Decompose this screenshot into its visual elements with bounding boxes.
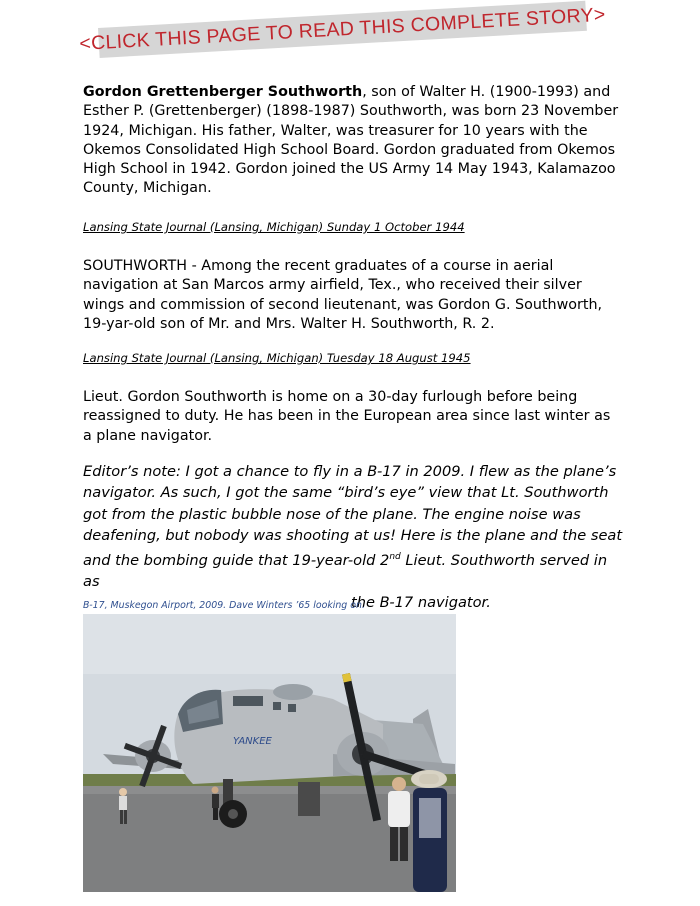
subject-name: Gordon Grettenberger Southworth [83,84,363,100]
b17-photo [83,614,456,892]
article2-text: Lieut. Gordon Southworth is home on a 30-day furlough before being reassigned to duty. He has been in the European area since last winter as a plane navigator. [83,389,611,444]
cockpit-window [233,696,263,706]
editor-note: Editor’s note: I got a chance to fly in a B-17 in 2009. I flew as the plane’s navigator. As such, I got the same “bird’s eye” view that Lt. Southworth got from the plastic bubble nose of the plane. The engine noise was deafening, but nobody was shooting at us! Here is the plane and the seat and the bombing guide that 19-year-old 2nd Lieut. Southworth served in as the B-17 navigator. [83,463,623,612]
read-story-banner[interactable] [78,1,607,58]
nose-art-label: YANKEE [233,736,272,747]
photo-caption: B-17, Muskegon Airport, 2009. Dave Winters ’65 looking on. [83,600,365,611]
intro-paragraph: Gordon Grettenberger Southworth, son of Walter H. (1900-1993) and Esther P. (Grettenberger) (1898-1987) Southworth, was born 23 November 1924, Michigan. His father, Walter, was treasurer for 10 years with the Okemos Consolidated High School Board. Gordon graduated from Okemos High School in 1942. Gordon joined the US Army 14 May 1943, Kalamazoo County, Michigan. [83,84,619,197]
read-story-link[interactable]: <CLICK THIS PAGE TO READ THIS COMPLETE STORY> [78,3,607,55]
article1-text: SOUTHWORTH - Among the recent graduates of a course in aerial navigation at San Marcos army airfield, Tex., who received their silver wings and commission of second lieutenant, was Gordon G. Southworth, 19-yar-old son of Mr. and Mrs. Walter H. Southworth, R. 2. [83,258,603,332]
article1-source: Lansing State Journal (Lansing, Michigan) Sunday 1 October 1944 [83,220,465,234]
b17-airplane-image [83,614,456,892]
article2-source: Lansing State Journal (Lansing, Michigan) Tuesday 18 August 1945 [83,351,471,365]
top-turret [273,684,313,700]
bystander-left [119,788,127,824]
